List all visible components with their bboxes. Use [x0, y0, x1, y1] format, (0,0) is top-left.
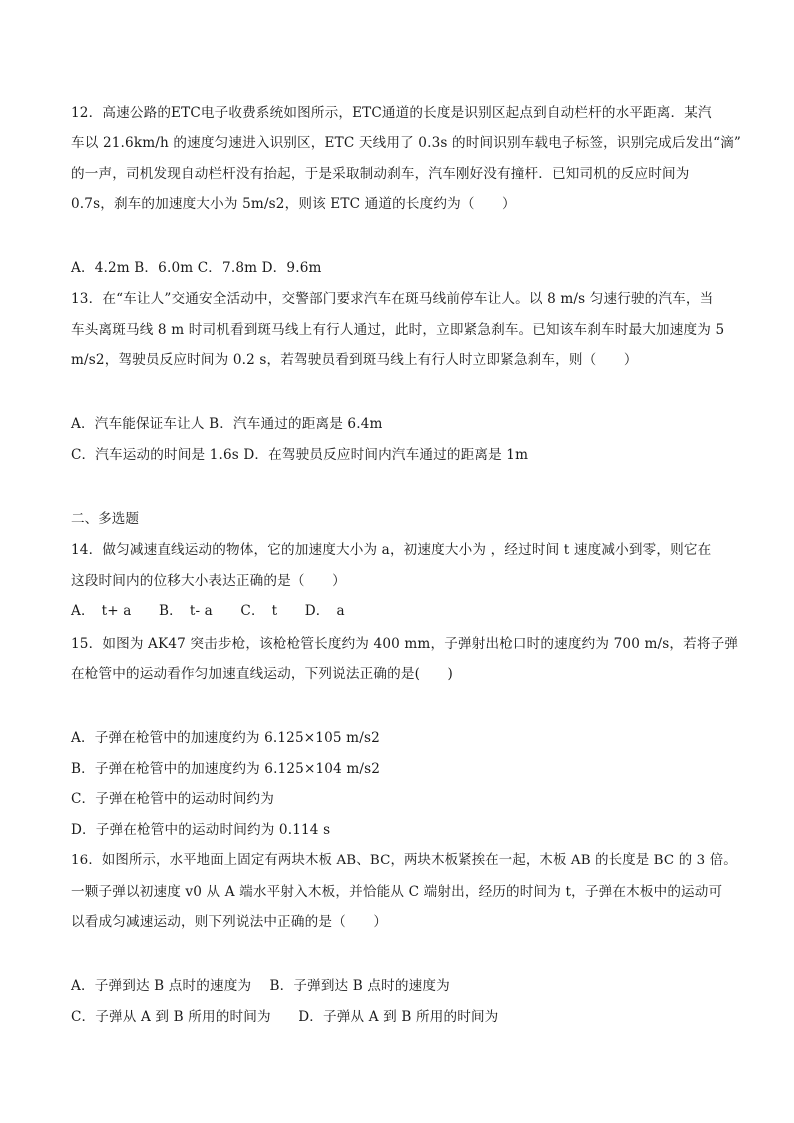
question-12-line-1: 12．高速公路的ETC电子收费系统如图所示，ETC通道的长度是识别区起点到自动栏杆的水平距离．某汽: [71, 105, 712, 121]
question-13-line-1: 13．在“车让人”交通安全活动中，交警部门要求汽车在斑马线前停车让人。以 8 m/s 匀速行驶的汽车，当: [71, 291, 714, 307]
question-12-line-4: 0.7s，刹车的加速度大小为 5m/s2，则该 ETC 通道的长度约为（ ）: [71, 196, 516, 212]
question-16-option-cd: C．子弹从 A 到 B 所用的时间为 D．子弹从 A 到 B 所用的时间为: [71, 1009, 499, 1025]
question-13-option-ab: A．汽车能保证车让人 B．汽车通过的距离是 6.4m: [71, 416, 383, 432]
question-14-line-1: 14．做匀减速直线运动的物体，它的加速度大小为 a，初速度大小为 ，经过时间 t 速度减小到零，则它在: [71, 542, 712, 558]
question-15-option-c: C．子弹在枪管中的运动时间约为: [71, 791, 274, 807]
question-14-line-2: 这段时间内的位移大小表达正确的是（ ）: [71, 573, 346, 589]
question-13-line-3: m/s2，驾驶员反应时间为 0.2 s，若驾驶员看到斑马线上有行人时立即紧急刹车，则（ ）: [71, 352, 638, 368]
question-15-option-b: B．子弹在枪管中的加速度约为 6.125×104 m/s2: [71, 761, 381, 777]
question-13-line-2: 车头离斑马线 8 m 时司机看到斑马线上有行人通过，此时，立即紧急刹车。已知该车刹车时最大加速度为 5: [71, 322, 725, 338]
question-14-options: A． t+ a B． t- a C． t D． a: [71, 603, 345, 619]
question-12-options: A．4.2m B．6.0m C．7.8m D．9.6m: [71, 260, 322, 276]
question-15-line-2: 在枪管中的运动看作匀加速直线运动，下列说法正确的是( ): [71, 666, 453, 682]
question-13-option-cd: C．汽车运动的时间是 1.6s D．在驾驶员反应时间内汽车通过的距离是 1m: [71, 447, 529, 463]
question-15-line-1: 15．如图为 AK47 突击步枪，该枪枪管长度约为 400 mm，子弹射出枪口时的速度约为 700 m/s，若将子弹: [71, 636, 739, 652]
section-title: 二、多选题: [71, 511, 139, 527]
question-16-line-3: 以看成匀减速运动，则下列说法中正确的是（ ）: [71, 914, 388, 930]
question-16-line-1: 16．如图所示，水平地面上固定有两块木板 AB、BC，两块木板紧挨在一起，木板 AB 的长度是 BC 的 3 倍。: [71, 853, 737, 868]
question-16-line-2: 一颗子弹以初速度 v0 从 A 端水平射入木板，并恰能从 C 端射出，经历的时间为 t，子弹在木板中的运动可: [71, 884, 723, 900]
question-15-option-d: D．子弹在枪管中的运动时间约为 0.114 s: [71, 822, 331, 838]
question-12-line-2: 车以 21.6km/h 的速度匀速进入识别区，ETC 天线用了 0.3s 的时间识别车载电子标签，识别完成后发出“滴”: [71, 135, 742, 151]
question-12-line-3: 的一声，司机发现自动栏杆没有抬起，于是采取制动刹车，汽车刚好没有撞杆．已知司机的反应时间为: [71, 166, 690, 182]
question-15-option-a: A．子弹在枪管中的加速度约为 6.125×105 m/s2: [71, 730, 380, 746]
question-16-option-ab: A．子弹到达 B 点时的速度为 B．子弹到达 B 点时的速度为: [71, 978, 450, 994]
